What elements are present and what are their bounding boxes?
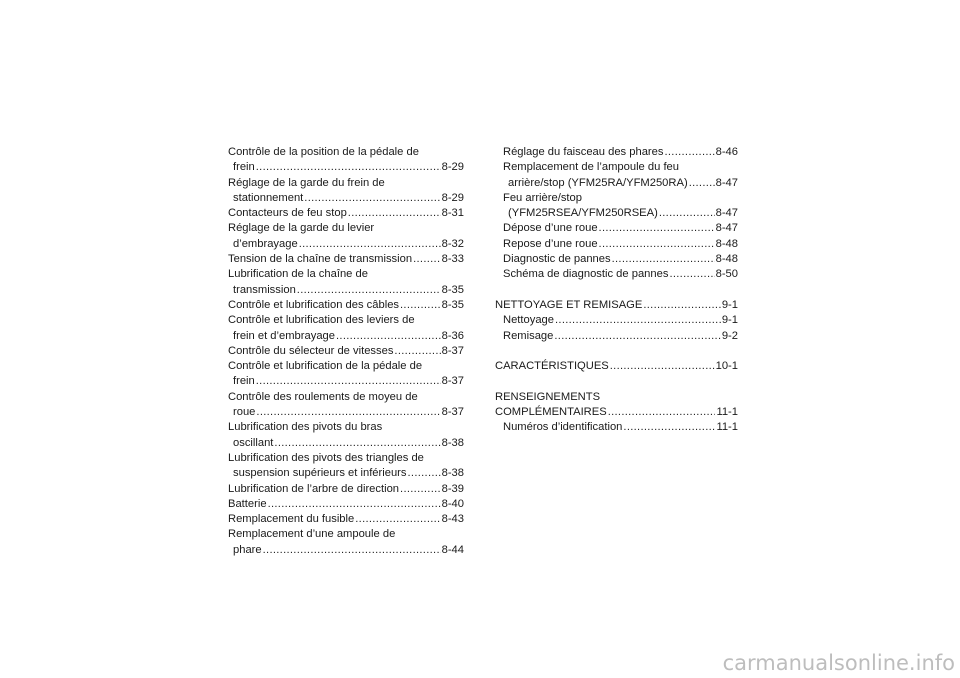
toc-entry[interactable] [495,329,738,344]
toc-page-number: 8-37 [441,406,464,419]
dot-leader [355,512,440,527]
toc-entry[interactable] [495,145,738,160]
section-spacer [495,283,738,298]
toc-entry-label: RENSEIGNEMENTS [495,390,601,403]
toc-entry-label: arrière/stop (YFM25RA/YFM250RA) [508,176,688,189]
toc-page-number: 8-44 [441,543,464,556]
toc-entry-label: Remplacement de l’ampoule du feu [503,161,679,174]
toc-entry[interactable] [228,237,464,252]
toc-entry[interactable] [228,176,464,191]
toc-page-number: 8-37 [441,375,464,388]
toc-page-number: 9-1 [721,314,738,327]
toc-entry-label: Contrôle et lubrification de la pédale de [228,360,423,373]
toc-entry[interactable] [495,206,738,221]
toc-entry[interactable] [228,191,464,206]
dot-leader [256,374,441,389]
toc-page-number: 8-47 [715,176,738,189]
dot-leader [263,543,441,558]
toc-entry-label: Lubrification des pivots du bras [228,421,383,434]
toc-entry[interactable] [228,160,464,175]
toc-entry-label: Feu arrière/stop [503,191,582,204]
toc-page-number: 8-35 [441,298,464,311]
toc-entry-label: CARACTÉRISTIQUES [495,360,609,373]
toc-entry[interactable] [228,221,464,236]
toc-entry[interactable] [495,420,738,435]
toc-right-column [495,145,738,436]
toc-entry-label: frein [233,161,255,174]
dot-leader [394,344,440,359]
dot-leader [268,497,441,512]
dot-leader [612,252,715,267]
dot-leader [610,359,715,374]
dot-leader [304,191,440,206]
toc-page-number: 11-1 [716,421,738,434]
toc-entry[interactable] [228,420,464,435]
toc-page-number: 8-35 [441,283,464,296]
toc-entry[interactable] [228,267,464,282]
toc-page-number: 8-43 [441,513,464,526]
toc-entry-label: stationnement [233,191,304,204]
toc-entry[interactable] [228,466,464,481]
toc-entry[interactable] [228,482,464,497]
toc-entry-label: Réglage du faisceau des phares [503,146,664,158]
toc-entry[interactable] [228,497,464,512]
toc-entry[interactable] [228,283,464,298]
toc-entry[interactable] [228,374,464,389]
toc-entry-label: Tension de la chaîne de transmission [228,253,413,266]
toc-entry[interactable] [228,206,464,221]
toc-entry-label: Contrôle et lubrification des leviers de [228,314,415,327]
toc-entry-label: frein et d’embrayage [233,329,335,342]
toc-page-number: 11-1 [716,406,738,419]
dot-leader [274,436,440,451]
toc-entry[interactable] [495,390,738,405]
dot-leader [400,482,441,497]
toc-entry[interactable] [495,298,738,313]
toc-entry-label: phare [233,543,262,556]
toc-page-number: 8-37 [441,344,464,357]
section-spacer [495,344,738,359]
toc-entry[interactable] [228,543,464,558]
toc-entry-label: Schéma de diagnostic de pannes [503,268,669,281]
toc-entry-label: d’embrayage [233,237,298,250]
toc-entry[interactable] [495,252,738,267]
toc-page-number: 8-50 [715,268,738,281]
dot-leader [297,283,441,298]
toc-entry-label: Réglage de la garde du levier [228,222,375,235]
section-spacer [495,374,738,389]
toc-page-number: 9-2 [721,329,738,342]
dot-leader [348,206,441,221]
dot-leader [408,466,441,481]
dot-leader [554,329,720,344]
toc-entry-label: Contrôle de la position de la pédale de [228,146,419,158]
toc-page-number: 9-1 [721,298,738,311]
toc-entry-label: Contrôle des roulements de moyeu de [228,390,418,403]
toc-entry-label: Contacteurs de feu stop [228,207,347,220]
toc-entry[interactable] [495,176,738,191]
toc-entry-label: oscillant [233,436,274,449]
toc-entry-label: Réglage de la garde du frein de [228,176,385,189]
toc-left-column [228,145,464,558]
toc-entry[interactable] [228,329,464,344]
toc-entry[interactable] [228,512,464,527]
toc-entry-label: Repose d’une roue [503,237,598,250]
toc-entry[interactable] [495,237,738,252]
toc-entry[interactable] [495,191,738,206]
dot-leader [413,252,441,267]
dot-leader [599,221,715,236]
toc-entry-label: Remplacement d’une ampoule de [228,528,396,541]
toc-entry[interactable] [228,359,464,374]
toc-entry-label: Remplacement du fusible [228,513,355,526]
dot-leader [623,420,715,435]
dot-leader [400,298,441,313]
toc-entry-label: Remisage [503,329,554,342]
toc-entry[interactable] [495,313,738,328]
dot-leader [669,267,714,282]
toc-entry[interactable] [228,344,464,359]
toc-page-number: 8-38 [441,436,464,449]
toc-page-number: 8-38 [441,467,464,480]
toc-entry[interactable] [228,252,464,267]
toc-page-number: 10-1 [715,360,738,373]
toc-entry[interactable] [228,390,464,405]
toc-page-number: 8-29 [441,191,464,204]
toc-entry-label: Batterie [228,497,267,510]
dot-leader [555,313,721,328]
toc-entry-label: transmission [233,283,296,296]
toc-page-number: 8-33 [441,253,464,266]
toc-page-number: 8-46 [715,146,738,158]
toc-entry-label: Nettoyage [503,314,554,327]
dot-leader [256,160,441,175]
toc-page-number: 8-48 [715,253,738,266]
dot-leader [689,176,715,191]
toc-entry-label: COMPLÉMENTAIRES [495,406,607,419]
toc-entry-label: suspension supérieurs et inférieurs [233,467,407,480]
dot-leader [599,237,715,252]
toc-entry-label: Contrôle du sélecteur de vitesses [228,344,394,357]
dot-leader [256,405,440,420]
toc-entry-label: Lubrification de l’arbre de direction [228,482,400,495]
toc-entry[interactable] [228,527,464,542]
toc-entry-label: roue [233,406,256,419]
toc-entry-label: Diagnostic de pannes [503,253,611,266]
toc-entry[interactable] [228,313,464,328]
toc-page-number: 8-36 [441,329,464,342]
toc-page-number: 8-48 [715,237,738,250]
toc-page-number: 8-40 [441,497,464,510]
dot-leader [643,298,720,313]
toc-entry[interactable] [495,221,738,236]
toc-entry[interactable] [228,405,464,420]
toc-entry-label: (YFM25RSEA/YFM250RSEA) [508,207,658,220]
toc-entry[interactable] [228,298,464,313]
toc-entry[interactable] [495,267,738,282]
dot-leader [659,206,715,221]
toc-page-number: 8-39 [441,482,464,495]
toc-entry[interactable] [495,405,738,420]
dot-leader [336,329,441,344]
toc-page-number: 8-47 [715,222,738,235]
toc-page-number: 8-47 [715,207,738,220]
toc-entry[interactable] [495,359,738,374]
watermark-text: carmanualsonline.info [722,651,955,675]
dot-leader [608,405,716,420]
toc-entry[interactable] [228,451,464,466]
toc-page-number: 8-29 [441,161,464,174]
toc-entry[interactable] [228,145,464,160]
toc-entry-label: NETTOYAGE ET REMISAGE [495,298,643,311]
toc-entry-label: Numéros d’identification [503,421,623,434]
toc-entry-label: Contrôle et lubrification des câbles [228,298,400,311]
toc-entry-label: Lubrification des pivots des triangles de [228,451,424,464]
toc-page-number: 8-32 [441,237,464,250]
toc-entry[interactable] [228,436,464,451]
dot-leader [299,237,441,252]
toc-entry-label: Lubrification de la chaîne de [228,268,368,281]
toc-page-number: 8-31 [441,207,464,220]
toc-entry-label: Dépose d’une roue [503,222,598,235]
dot-leader [664,145,714,160]
toc-entry-label: frein [233,375,255,388]
toc-entry[interactable] [495,160,738,175]
